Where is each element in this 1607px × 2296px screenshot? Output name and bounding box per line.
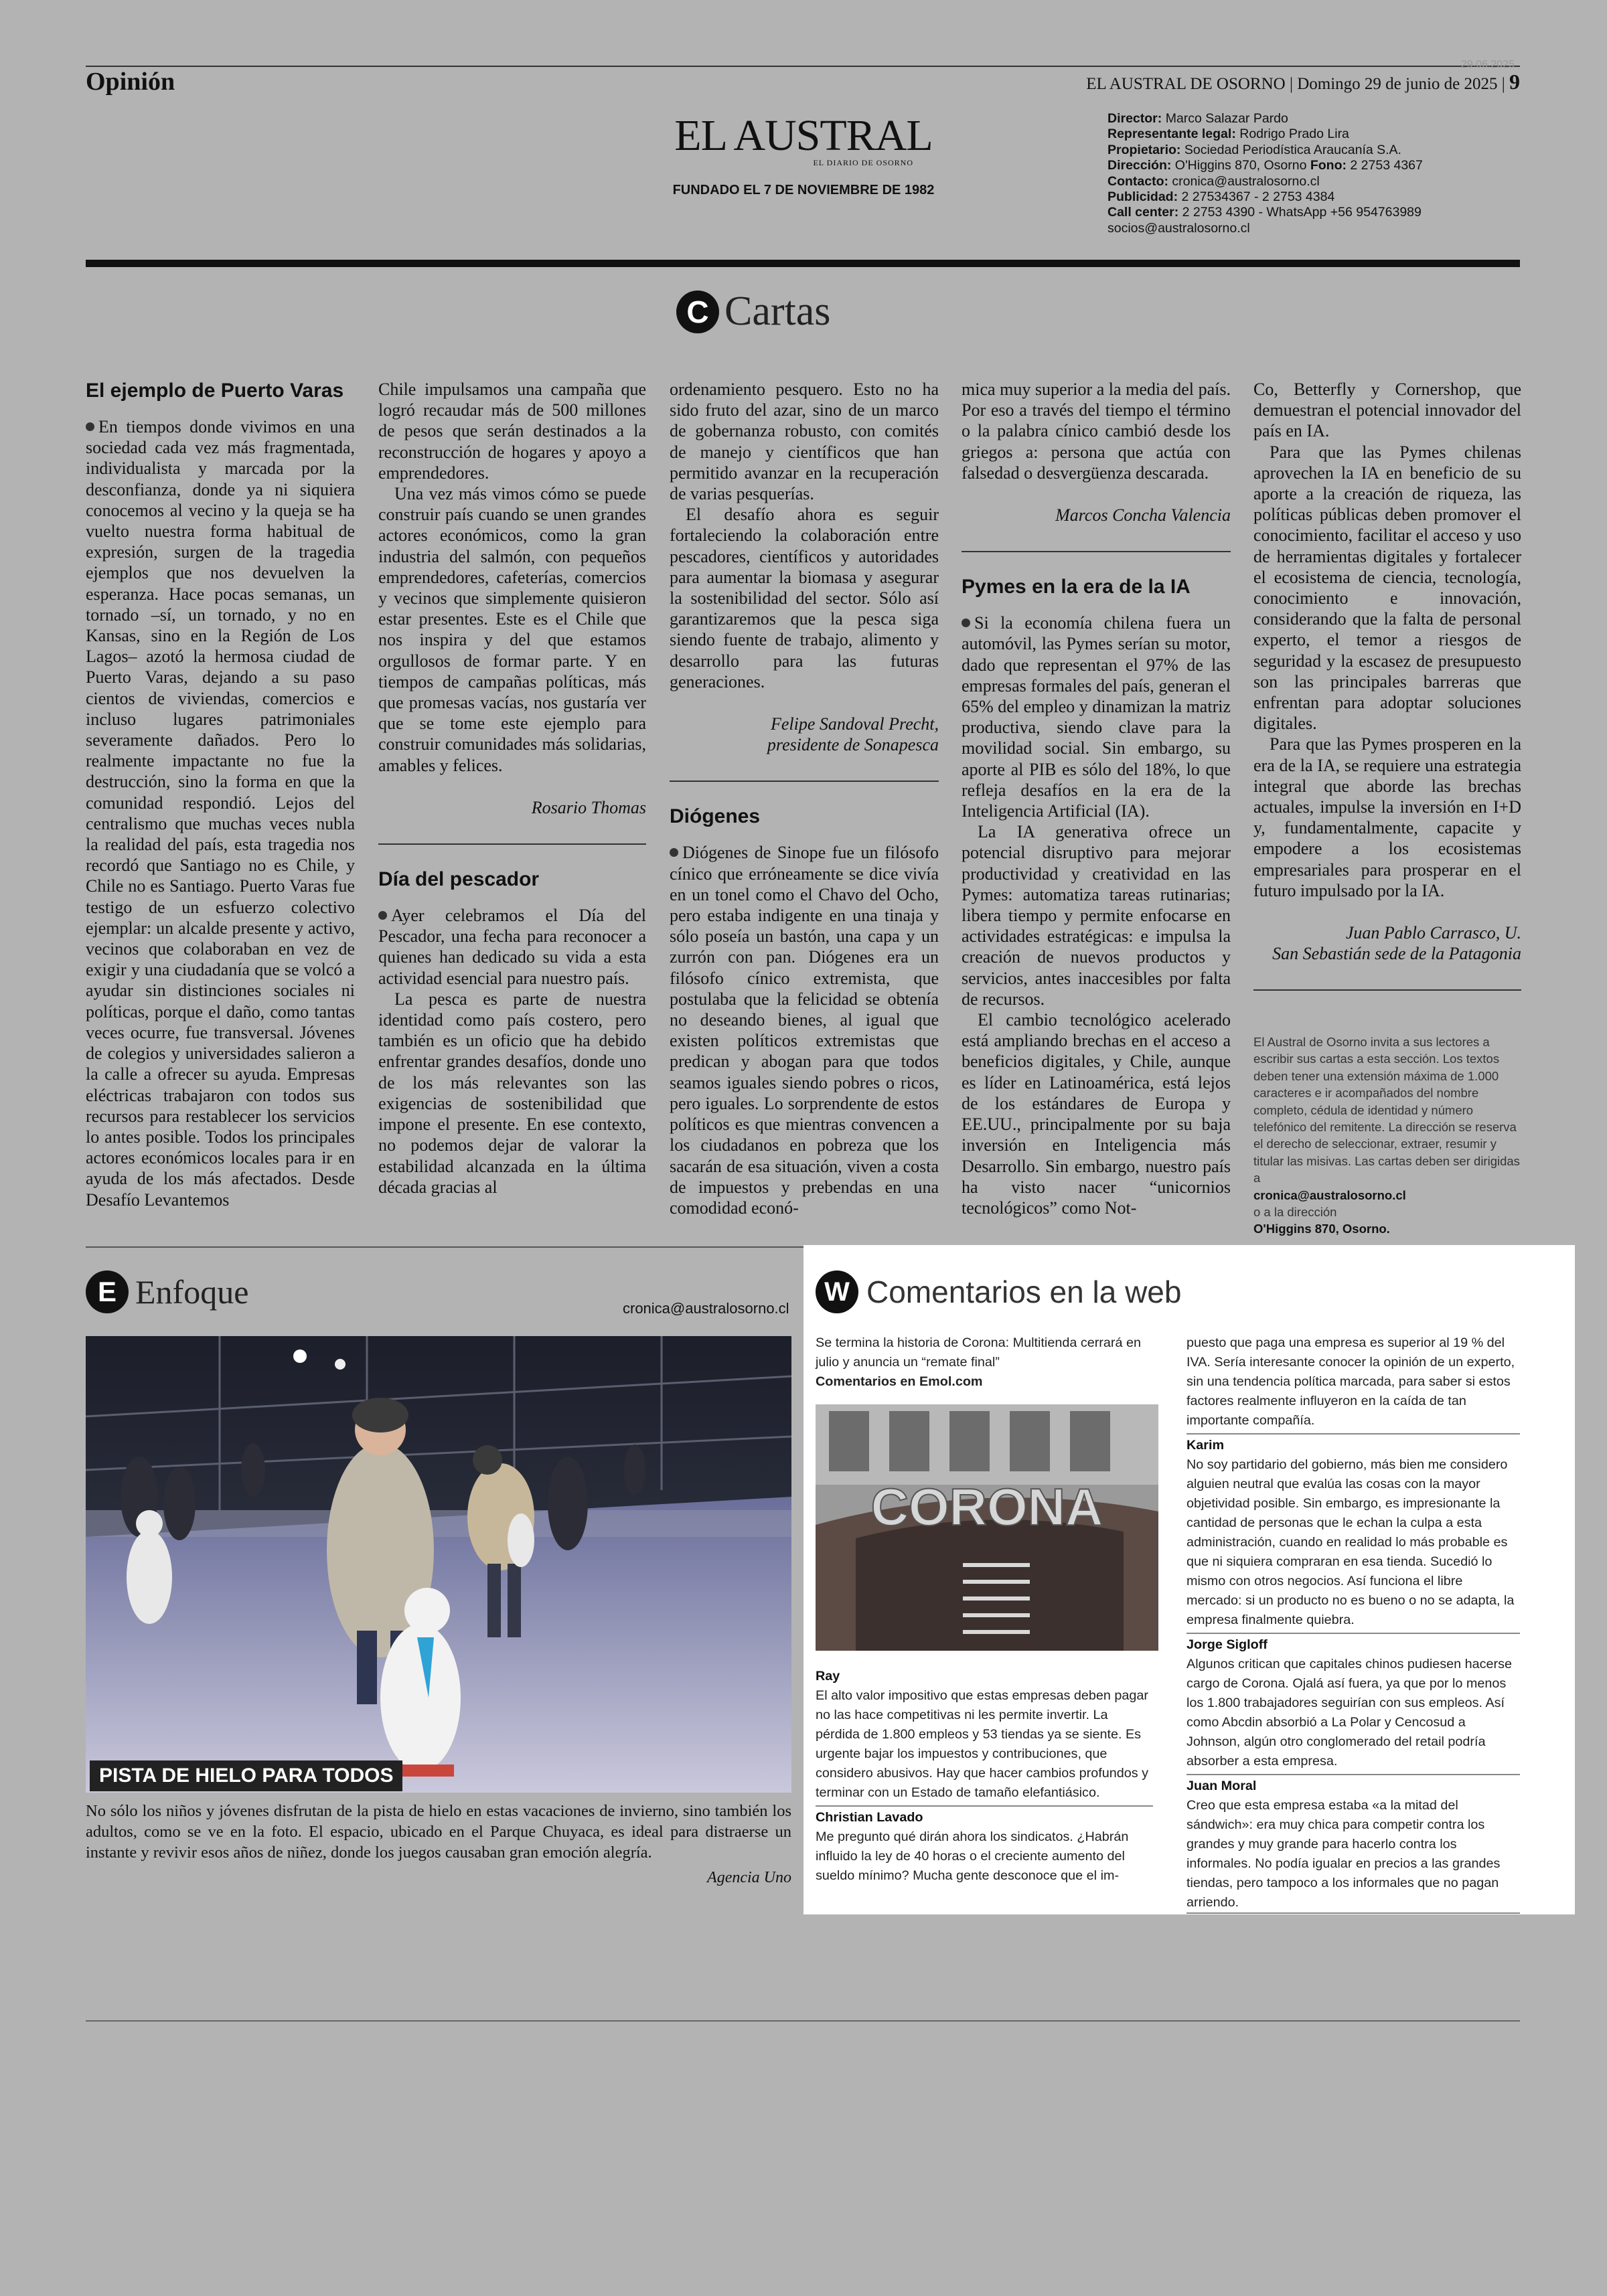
letter-paragraph: Ayer celebramos el Día del Pescador, una fecha para reconocer a quienes han dedicado su vida a esta actividad esencial para nuestro país.: [378, 906, 646, 988]
comment-text: Me pregunto qué dirán ahora los sindicatos. ¿Habrán influido la ley de 40 horas o el creciente aumento del sueldo mínimo? Mucha gente desconoce que el im-: [816, 1829, 1129, 1883]
letter-paragraph: La IA generativa ofrece un potencial disruptivo para mejorar productividad y creatividad en las Pymes: automatiza tareas rutinarias; libera tiempo y permite enfocarse en actividades estratégicas: e impulsa la creación de nuevos productos y servicios, antes inaccesibles por falta de recursos.: [962, 822, 1231, 1009]
letters-column-3: [670, 379, 939, 1218]
letter-paragraph: mica muy superior a la media del país. Por eso a través del tiempo el término o la palabra cínico cambió desde los griegos a: persona que actúa con falsedad o desvergüenza descarada.: [962, 380, 1231, 483]
letter-paragraph: Para que las Pymes chilenas aprovechen la IA en beneficio de su aporte a la creación de riqueza, las políticas públicas deben promover el conocimiento, facilitar el acceso y uso de herramientas digitales y fortalecer el ecosistema de ciencia, tecnología, conocimiento e innovación, considerando que la falta de personal experto, el temor a riesgos de seguridad y la escasez de presupuesto son las principales barreras que enfrentan para adoptar soluciones digitales.: [1253, 442, 1521, 734]
credit-line: Representante legal: Rodrigo Prado Lira: [1107, 127, 1349, 142]
comment-end-rule: [1187, 1912, 1520, 1915]
letter-heading: El ejemplo de Puerto Varas: [86, 380, 344, 402]
bullet-icon: [86, 422, 94, 431]
masthead-tag: EL DIARIO DE OSORNO: [813, 158, 913, 167]
bullet-icon: [962, 619, 970, 627]
web-comments-column-1: [816, 1333, 1153, 1392]
web-comments-column-2: [1187, 1333, 1520, 1915]
comment-item: [1187, 1774, 1520, 1912]
credit-line: Call center: 2 2753 4390 - WhatsApp +56 954763989: [1107, 205, 1422, 220]
letter-paragraph: Diógenes de Sinope fue un filósofo cínico que erróneamente se dice vivía en un tonel como el Chavo del Ocho, pero estaba indigente en una tinaja y sólo poseía un bastón, una capa y un zurrón con pan. Diógenes era un filósofo cínico extremista, que postulaba que la felicidad se obtenía no deseando bienes, al igual que existen políticos extremistas que predican y abogan para que todos seamos iguales siendo pobres o ricos, pero iguales. Lo sorprendente de estos políticos es que mientras convencen a los ciudadanos en pobreza que los sacarán de esa situación, viven a costa de impuestos y prebendas en una comodidad econó-: [670, 843, 939, 1218]
cartas-title: Cartas: [724, 289, 831, 334]
letter-signature: Juan Pablo Carrasco, U. San Sebastián sede de la Patagonia: [1272, 923, 1521, 964]
letter-divider: [962, 551, 1231, 552]
letter-divider: [378, 843, 646, 845]
bullet-icon: [670, 848, 678, 857]
credit-line: Director: Marco Salazar Pardo: [1107, 111, 1288, 126]
letter-paragraph: El cambio tecnológico acelerado está ampliando brechas en el acceso a beneficios digitales, y Chile, aunque es líder en Latinoamérica, está lejos de los estándares de Europa y EE.UU., principalmente por su baja inversión en Inteligencia más Desarrollo. Sin embargo, nuestro país ha visto nacer “unicornios tecnológicos” como Not-: [962, 1010, 1231, 1218]
photo-caption-title: PISTA DE HIELO PARA TODOS: [90, 1760, 402, 1791]
cartas-heading: [676, 288, 830, 335]
letters-column-2: [378, 379, 646, 1198]
comment-author: Karim: [1187, 1438, 1225, 1453]
ice-rink-photo: [86, 1336, 791, 1793]
letter-paragraph: Para que las Pymes prosperen en la era de la IA, se requiere una estrategia integral que aborde las brechas actuales, impulse la inversión en I+D y, fundamentalmente, capacite y empodere a los ecosistemas empresariales para prosperar en el futuro impulsado por la IA.: [1253, 734, 1521, 900]
staff-credits: [1107, 111, 1523, 236]
comment-item: [816, 1667, 1153, 1803]
letters-address: O'Higgins 870, Osorno.: [1253, 1222, 1390, 1236]
credit-line: Dirección: O'Higgins 870, Osorno Fono: 2 2753 4367: [1107, 158, 1423, 173]
masthead-rule: [86, 260, 1520, 267]
web-letter-icon: W: [816, 1270, 858, 1313]
letters-column-4: [962, 379, 1231, 1218]
letter-paragraph: ordenamiento pesquero. Esto no ha sido fruto del azar, sino de un marco de gobernanza robusto, con comités de manejo y científicos que han permitido avanzar en la recuperación de varias pesquerías.: [670, 380, 939, 504]
edition-line: [1086, 70, 1520, 94]
corona-sign-text: CORONA: [870, 1477, 1103, 1536]
letters-email-link[interactable]: cronica@australosorno.cl: [1253, 1187, 1406, 1202]
edition-text: EL AUSTRAL DE OSORNO | Domingo 29 de junio de 2025 |: [1086, 75, 1505, 93]
web-source[interactable]: Comentarios en Emol.com: [816, 1374, 983, 1389]
letter-signature: Felipe Sandoval Precht, presidente de Sonapesca: [767, 714, 939, 755]
comment-item: [1187, 1633, 1520, 1771]
letter-signature: Rosario Thomas: [531, 797, 646, 817]
comment-text: Algunos critican que capitales chinos pudiesen hacerse cargo de Corona. Ojalá así fuera, ya que por lo menos los 1.800 trabajadores seguirían con sus empleos. Así como Abcdin absorbió a La Polar y Cencosud a Johnson, algún otro conglomerado del retail podría absorber a esta empresa.: [1187, 1657, 1513, 1769]
print-stamp: 29.06.2025: [1460, 59, 1515, 70]
letter-divider: [1253, 989, 1521, 991]
comment-item: [1187, 1433, 1520, 1630]
corona-store-photo: [816, 1404, 1158, 1651]
letter-heading: Día del pescador: [378, 868, 540, 891]
credit-line: socios@australosorno.cl: [1107, 220, 1250, 236]
letters-column-1: [86, 379, 355, 1210]
letter-divider: [670, 781, 939, 782]
letter-heading: Diógenes: [670, 805, 761, 828]
photo-credit: Agencia Uno: [707, 1869, 791, 1886]
comment-item: [816, 1805, 1153, 1886]
comment-text: Creo que esta empresa estaba «a la mitad del sándwich»: era muy chica para competir contra los grandes y muy grande para hacerlo contra los informales. No podía igualar en precios a las grandes tiendas, pero tampoco a los informales que no pagan arriendo.: [1187, 1798, 1501, 1910]
web-comments-heading: [816, 1270, 1181, 1313]
comment-text: El alto valor impositivo que estas empresas deben pagar no las hace competitivas ni les permite invertir. La pérdida de 1.800 empleos y 53 tiendas ya se siente. Es urgente bajar los impuestos y contribuciones, que considero abusivos. Hay que hacer cambios profundos y terminar con un Estado de tamaño elefantiásico.: [816, 1688, 1149, 1800]
letter-paragraph: La pesca es parte de nuestra identidad como país costero, pero también es un oficio que ha debido enfrentar grandes desafíos, donde uno de los más relevantes son las exigencias de sostenibilidad que impone el presente. En ese contexto, no podemos dejar de valorar la estabilidad alcanzada en la última década gracias al: [378, 989, 646, 1197]
credit-line: Contacto: cronica@australosorno.cl: [1107, 173, 1320, 189]
comment-author: Christian Lavado: [816, 1810, 923, 1825]
comment-continuation: puesto que paga una empresa es superior al 19 % del IVA. Sería interesante conocer la opinión de un experto, sin una tendencia política marcada, para saber si estos factores realmente influyeron en la caída de tan importante compañía.: [1187, 1335, 1515, 1428]
enfoque-title: Enfoque: [135, 1273, 249, 1311]
masthead-name: EL AUSTRAL: [674, 111, 933, 160]
enfoque-heading: [86, 1270, 248, 1313]
letter-paragraph: Co, Betterfly y Cornershop, que demuestran el potencial innovador del país en IA.: [1253, 380, 1521, 441]
letter-paragraph: En tiempos donde vivimos en una sociedad cada vez más fragmentada, individualista y marcada por la desconfianza, donde ya ni siquiera conocemos al vecino y la queja se ha vuelto nuestra forma habitual de expresión, surgen de la tragedia ejemplos que nos devuelven la esperanza. Hace pocas semanas, un tornado –sí, un tornado, y no en Kansas, sino en la Región de Los Lagos– azotó la hermosa ciudad de Puerto Varas, dejando a su paso cientos de viviendas, comercios e incluso lugares patrimoniales severamente dañados. Pero lo realmente impactante no fue la destrucción, sino la forma en que la comunidad respondió. Lejos del centralismo que muchas veces nubla la realidad del país, esta tragedia nos recordó que Santiago no es Chile, y Chile no es Santiago. Puerto Varas fue testigo de un esfuerzo colectivo ejemplar: un alcalde presente y activo, vecinos que colaboraban en vez de exigir y una ciudadanía que se volcó a ayudar sin distinciones sociales ni políticas, porque el daño, como tantas veces ocurre, fue transversal. Jóvenes de colegios y universidades salieron a la calle a ofrecer su ayuda. Empresas eléctricas trabajaron con todos sus recursos para restablecer los servicios lo antes posible. Todos los principales actores económicos locales para ir en ayuda de los más afectados. Desde Desafío Levantemos: [86, 417, 355, 1210]
letter-paragraph: Chile impulsamos una campaña que logró recaudar más de 500 millones de pesos que serán destinados a la reconstrucción de hogares y apoyo a emprendedores.: [378, 380, 646, 483]
letter-heading: Pymes en la era de la IA: [962, 576, 1191, 598]
web-headline: Se termina la historia de Corona: Multitienda cerrará en julio y anuncia un “remate final”: [816, 1335, 1141, 1370]
comment-author: Juan Moral: [1187, 1779, 1257, 1793]
credit-line: Publicidad: 2 27534367 - 2 2753 4384: [1107, 189, 1335, 205]
masthead: [670, 111, 937, 198]
enfoque-letter-icon: E: [86, 1270, 129, 1313]
letter-signature: Marcos Concha Valencia: [1055, 505, 1231, 525]
photo-caption: No sólo los niños y jóvenes disfrutan de la pista de hielo en estas vacaciones de invierno, sino también los adultos, como se ve en la foto. El espacio, ubicado en el Parque Chuyaca, es ideal para distraerse un instante y revivir esos años de niñez, donde los juegos causaban gran emoción alegría.: [86, 1802, 791, 1862]
comment-author: Ray: [816, 1669, 840, 1684]
top-rule: [86, 66, 1520, 67]
letter-paragraph: El desafío ahora es seguir fortaleciendo la colaboración entre pescadores, científicos y autoridades para aumentar la biomasa y asegurar la sostenibilidad del sector. Sólo así garantizaremos que la pesca siga siendo fuente de trabajo, alimento y desarrollo para las futuras generaciones.: [670, 505, 939, 691]
letters-column-5: [1253, 379, 1521, 1013]
corona-storefront-illustration: [816, 1404, 1158, 1651]
letter-paragraph: Si la economía chilena fuera un automóvil, las Pymes serían su motor, dado que representan el 97% de las empresas formales del país, generan el 65% del empleo y dinamizan la matriz productiva, siendo clave para la movilidad social. Sin embargo, su aporte al PIB es sólo del 18%, lo que refleja desafíos en la era de la Inteligencia Artificial (IA).: [962, 613, 1231, 821]
enfoque-email[interactable]: cronica@australosorno.cl: [623, 1300, 789, 1317]
section-label: Opinión: [86, 68, 175, 96]
web-comments-title: Comentarios en la web: [866, 1275, 1182, 1309]
bottom-rule: [86, 2020, 1520, 2022]
page-number: 9: [1509, 70, 1520, 94]
letters-invitation: El Austral de Osorno invita a sus lectores a escribir sus cartas a esta sección. Los textos deben tener una extensión máxima de 1.000 caracteres e ir acompañados del nombre completo, cédula de identidad y número telefónico del remitente. La dirección se reserva el derecho de seleccionar, extraer, resumir y titular las misivas. Las cartas deben ser dirigidas a cronica@australosorno.cl o a la dirección O'Higgins 870, Osorno.: [1253, 1035, 1520, 1236]
ice-rink-illustration: [86, 1336, 791, 1793]
credit-line: Propietario: Sociedad Periodística Araucanía S.A.: [1107, 142, 1401, 157]
comment-author: Jorge Sigloff: [1187, 1637, 1268, 1652]
founded-line: FUNDADO EL 7 DE NOVIEMBRE DE 1982: [672, 183, 935, 197]
bullet-icon: [378, 911, 387, 920]
cartas-letter-icon: C: [676, 291, 719, 333]
web-comments-column-1b: [816, 1667, 1153, 1886]
comment-text: No soy partidario del gobierno, más bien me considero alguien neutral que evalúa las cosas con la mayor objetividad posible. Sin embargo, es impresionante la cantidad de personas que le echan la culpa a esta administración, cuando en realidad lo más probable es que ni siquiera compraran en esa tienda. Sucedió lo mismo con otros negocios. Así funciona el libre mercado: si un producto no es bueno o no se adapta, la empresa finalmente quiebra.: [1187, 1457, 1515, 1627]
letter-paragraph: Una vez más vimos cómo se puede construir país cuando se unen grandes actores económicos, como la gran industria del salmón, con pequeños emprendedores, cafeterías, comercios y vecinos que simplemente quisieron estar presentes. Este es el Chile que nos inspira y del que estamos orgullosos de formar parte. Y en tiempos de campañas políticas, más que promesas vacías, nos gustaría ver que se tome este ejemplo para construir comunidades más solidarias, amables y felices.: [378, 484, 646, 775]
